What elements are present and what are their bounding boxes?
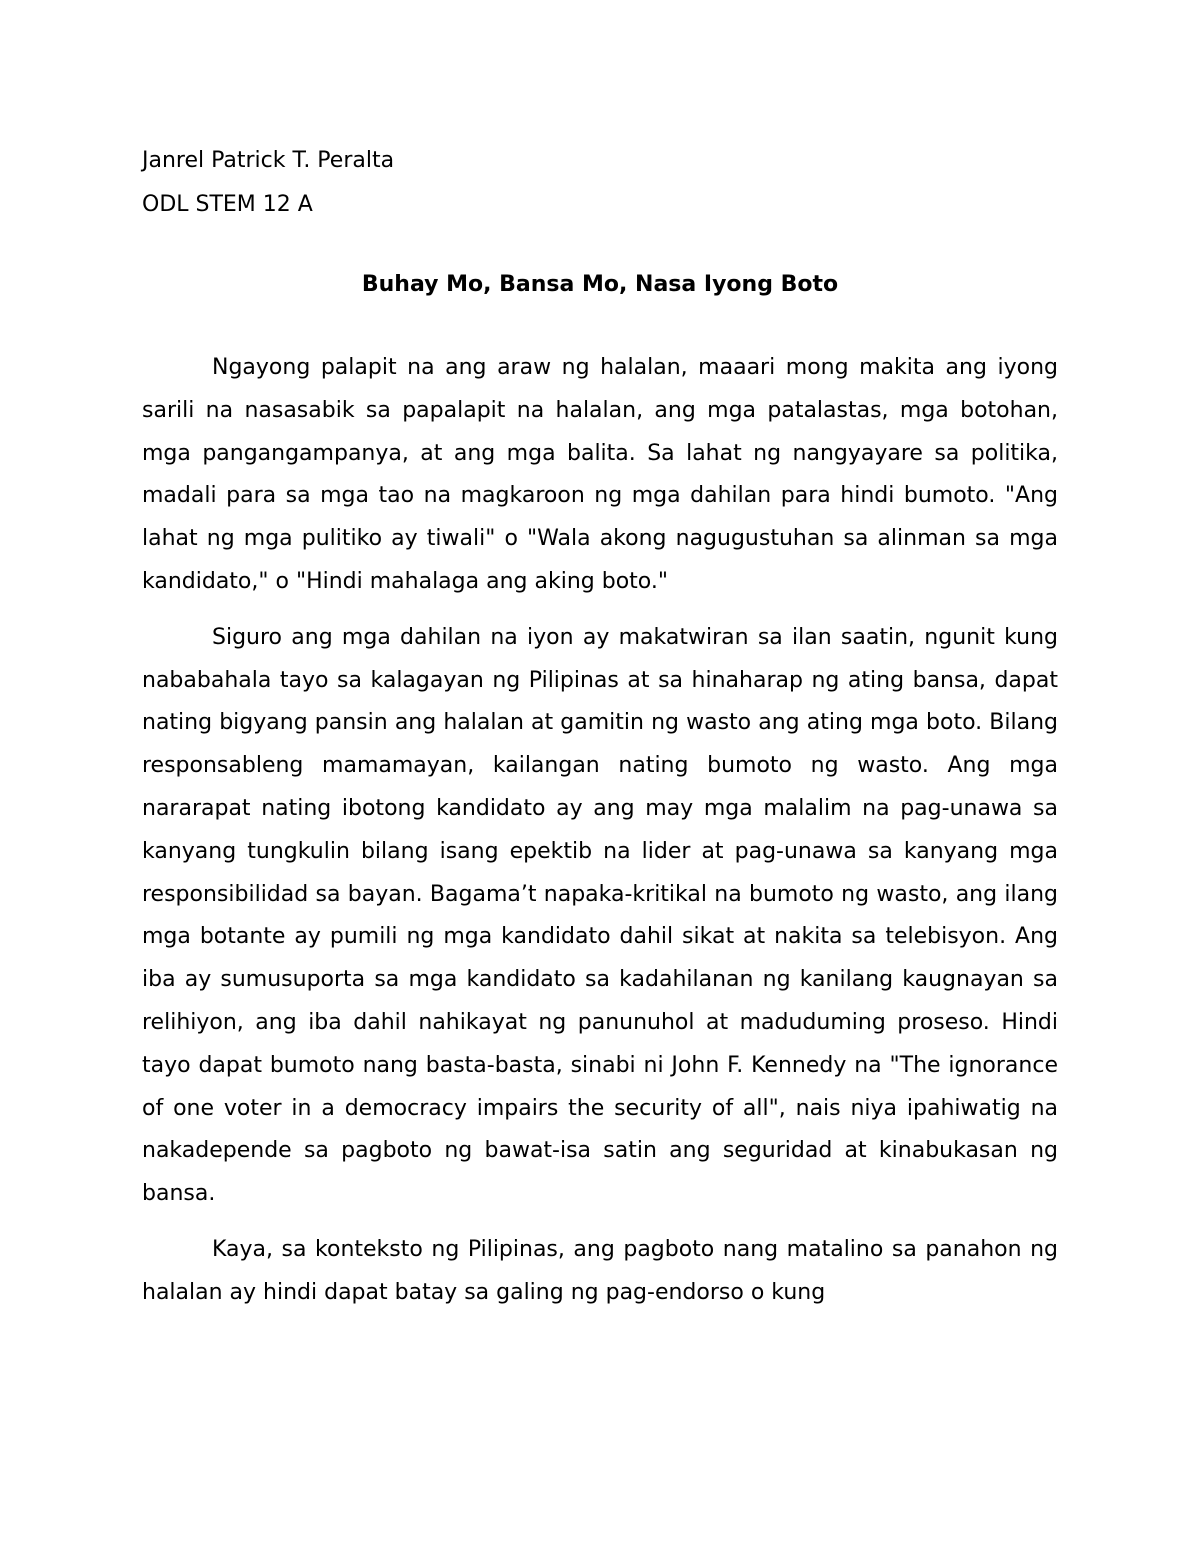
document-body (142, 139, 1058, 1328)
paragraph-1: Ngayong palapit na ang araw ng halalan, maaari mong makita ang iyong sarili na nasasabik sa papalapit na halalan, ang mga patalastas, mga botohan, mga pangangampanya, at ang mga balita. Sa lahat ng nangyayare sa politika, madali para sa mga tao na magkaroon ng mga dahilan para hindi bumoto. "Ang lahat ng mga pulitiko ay tiwali" o "Wala akong nagugustuhan sa alinman sa mga kandidato," o "Hindi mahalaga ang aking boto." (142, 355, 1058, 594)
essay-title: Buhay Mo, Bansa Mo, Nasa Iyong Boto (361, 272, 839, 297)
paragraph-2: Siguro ang mga dahilan na iyon ay makatwiran sa ilan saatin, ngunit kung nababahala tayo sa kalagayan ng Pilipinas at sa hinaharap ng ating bansa, dapat nating bigyang pansin ang halalan at gamitin ng wasto ang ating mga boto. Bilang responsableng mamamayan, kailangan nating bumoto ng wasto. Ang mga nararapat nating ibotong kandidato ay ang may mga malalim na pag-unawa sa kanyang tungkulin bilang isang epektib na lider at pag-unawa sa kanyang mga responsibilidad sa bayan. Bagama’t napaka-kritikal na bumoto ng wasto, ang ilang mga botante ay pumili ng mga kandidato dahil sikat at nakita sa telebisyon. Ang iba ay sumusuporta sa mga kandidato sa kadahilanan ng kanilang kaugnayan sa relihiyon, ang iba dahil nahikayat ng panunuhol at maduduming proseso. Hindi tayo dapat bumoto nang basta-basta, sinabi ni John F. Kennedy na "The ignorance of one voter in a democracy impairs the security of all", nais niya ipahiwatig na nakadepende sa pagboto ng bawat-isa satin ang seguridad at kinabukasan ng bansa. (142, 624, 1058, 1207)
class-section: ODL STEM 12 A (142, 192, 313, 217)
paragraph-3: Kaya, sa konteksto ng Pilipinas, ang pagboto nang matalino sa panahon ng halalan ay hindi dapat batay sa galing ng pag-endorso o kung (142, 1236, 1058, 1305)
author-name: Janrel Patrick T. Peralta (142, 148, 395, 173)
